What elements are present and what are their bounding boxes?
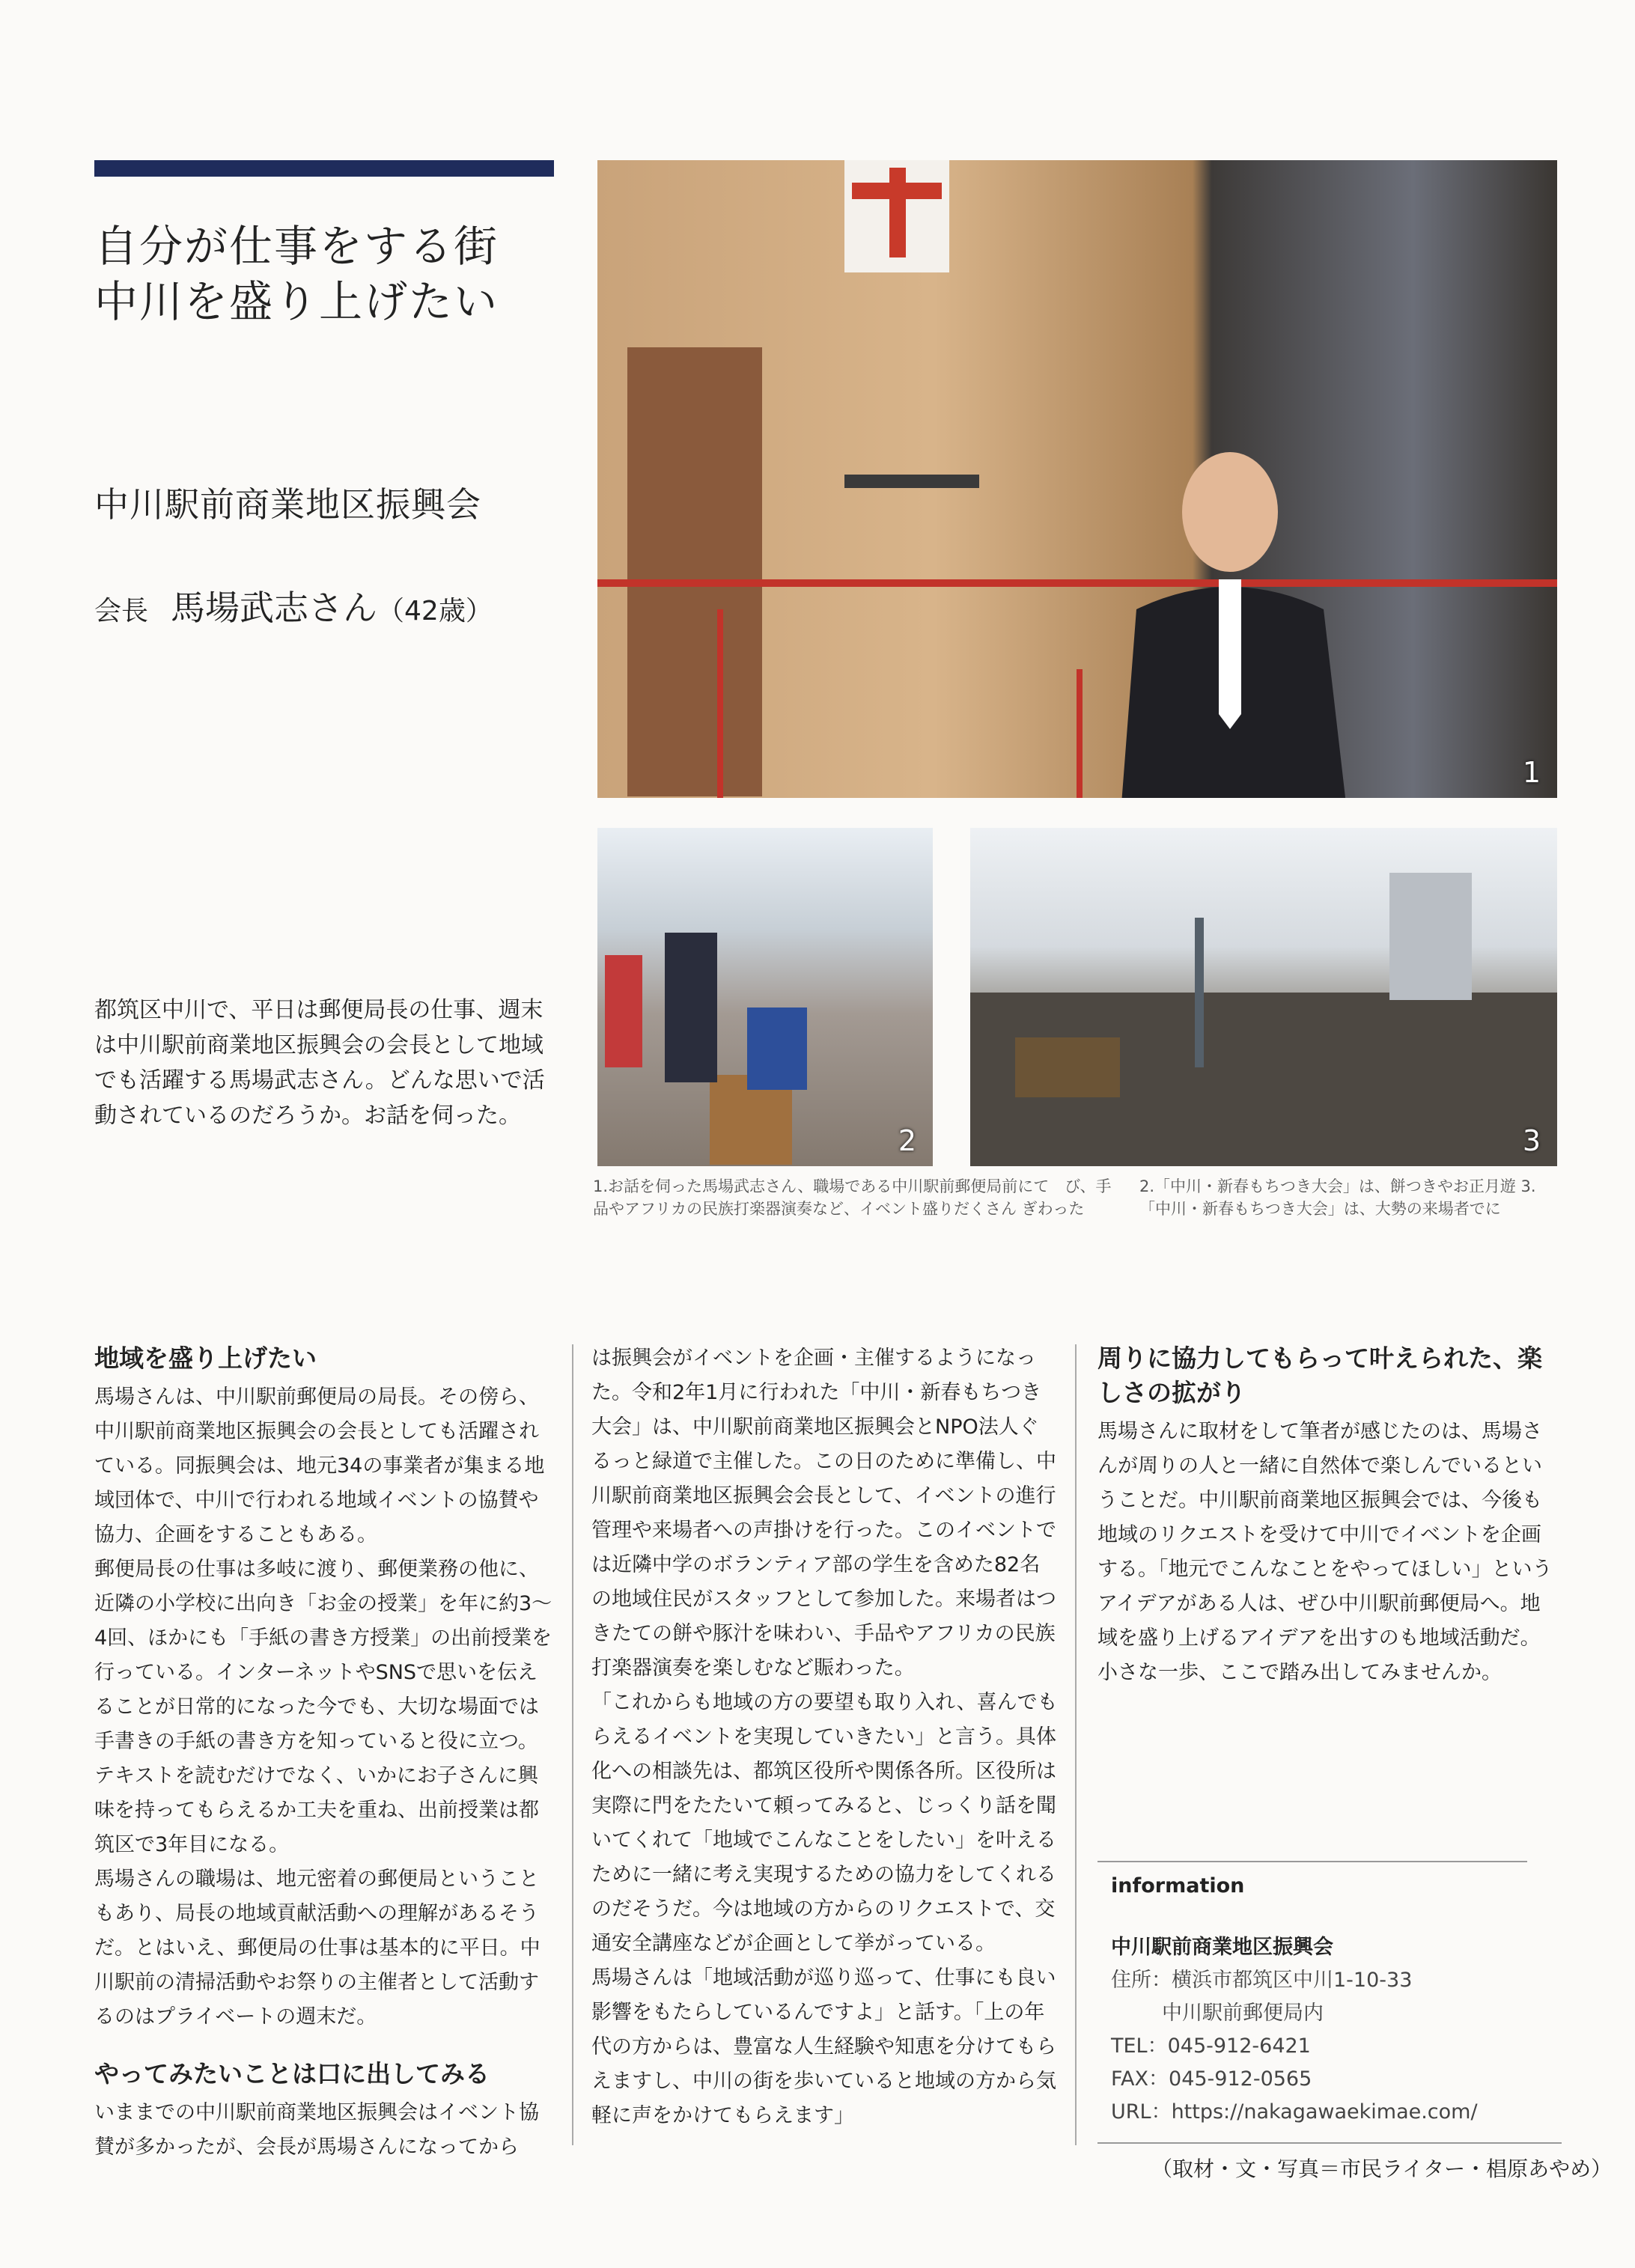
article-column-2 [591, 1341, 1059, 2133]
lead-paragraph: 都筑区中川で、平日は郵便局長の仕事、週末は中川駅前商業地区振興会の会長として地域でも活躍する馬場武志さん。どんな思いで活動されているのだろうか。お話を伺った。 [94, 997, 545, 1129]
building [1389, 873, 1472, 1000]
column-divider [1075, 1344, 1077, 2145]
information-box [1111, 1870, 1530, 2129]
info-label: information [1111, 1874, 1245, 1897]
article-credit: （取材・文・写真＝市民ライター・椙原あやめ） [1151, 2156, 1613, 2181]
role-label: 会長 [94, 596, 149, 627]
section-heading: やってみたいことは口に出してみる [94, 2059, 490, 2088]
section-heading: 地域を盛り上げたい [94, 1344, 317, 1373]
body-paragraph: 郵便局長の仕事は多岐に渡り、郵便業務の他に、近隣の小学校に出向き「お金の授業」を年に約3～4回、ほかにも「手紙の書き方授業」の出前授業を行っている。インターネットやSNSで思いを伝えることが日常的になった今でも、大切な場面では手書きの手紙の書き方を知っていると役に立つ。テキストを読むだけでなく、いかにお子さんに興味を持ってもらえるか工夫を重ね、出前授業は都筑区で3年目になる。 [94, 1558, 552, 1856]
photo-caption-left: 1.お話を伺った馬場武志さん、職場である中川駅前郵便局前にて び、手品やアフリカの民族打楽器演奏など、イベント盛りだくさん ぎわった [593, 1177, 1112, 1218]
photo-crowd-illustration [970, 828, 1557, 1166]
entrance [627, 347, 762, 796]
person-helper [747, 1008, 807, 1090]
person-onlooker [605, 955, 642, 1067]
photo-caption-right: 2.「中川・新春もちつき大会」は、餅つきやお正月遊 3.「中川・新春もちつき大会」は、大勢の来場者でに [1139, 1177, 1536, 1218]
body-paragraph: 馬場さんの職場は、地元密着の郵便局ということもあり、局長の地域貢献活動への理解があるそうだ。とはいえ、郵便局の仕事は基本的に平日。中川駅前の清掃活動やお祭りの主催者として活動するのはプライベートの週末だ。 [94, 1868, 541, 2028]
body-paragraph: 馬場さんは、中川駅前郵便局の局長。その傍ら、中川駅前商業地区振興会の会長としても活躍されている。同振興会は、地元34の事業者が集まる地域団体で、中川で行われる地域イベントの協賛や協力、企画をすることもある。 [94, 1386, 545, 1546]
photo-number-3: 3 [1522, 1124, 1541, 1157]
body-paragraph: 馬場さんは「地域活動が巡り巡って、仕事にも良い影響をもたらしているんですよ」と話す。「上の年代の方からは、豊富な人生経験や知恵を分けてもらえますし、中川の街を歩いていると地域の方から気軽に声をかけてもらえます」 [591, 1966, 1056, 2127]
person-face [1182, 452, 1278, 572]
drums [1015, 1037, 1120, 1097]
column-divider [572, 1344, 573, 2145]
article-column-1 [94, 1341, 552, 2165]
info-divider-bottom [1097, 2142, 1562, 2144]
person-name: 馬場武志さん [171, 588, 378, 628]
photo-number-1: 1 [1522, 756, 1541, 789]
title-line-1: 自分が仕事をする街 [94, 221, 499, 272]
header-accent-bar [94, 160, 554, 177]
railing-post [717, 609, 723, 798]
photo-mochitsuki [597, 828, 933, 1166]
post-mark [889, 168, 906, 257]
page-title [94, 219, 573, 329]
photo-post-office [597, 160, 1557, 798]
post-mark-bar [852, 183, 942, 199]
person-line [94, 581, 493, 630]
photo-post-office-illustration [597, 160, 1557, 798]
info-divider-top [1097, 1861, 1527, 1862]
info-address-line-2: 中川駅前郵便局内 [1162, 2002, 1324, 2025]
red-railing [597, 579, 1557, 587]
photo-number-2: 2 [898, 1124, 916, 1157]
railing-post [1077, 669, 1083, 798]
pole [1195, 918, 1204, 1067]
body-paragraph: は振興会がイベントを企画・主催するようになった。令和2年1月に行われた「中川・新春もちつき大会」は、中川駅前商業地区振興会とNPO法人ぐるっと緑道で主催した。この日のために準備し、中川駅前商業地区振興会会長として、イベントの進行管理や来場者への声掛けを行った。このイベントでは近隣中学のボランティア部の学生を含めた82名の地域住民がスタッフとして参加した。来場者はつきたての餅や豚汁を味わい、手品やアフリカの民族打楽器演奏を楽しむなど賑わった。 [591, 1347, 1056, 1680]
info-tel: TEL：045-912-6421 [1111, 2034, 1311, 2058]
info-fax: FAX：045-912-0565 [1111, 2067, 1312, 2091]
title-line-2: 中川を盛り上げたい [94, 276, 499, 327]
photo-mochitsuki-illustration [597, 828, 933, 1166]
person-age: （42歳） [377, 596, 493, 627]
organization-name: 中川駅前商業地区振興会 [94, 484, 481, 525]
body-paragraph: 馬場さんに取材をして筆者が感じたのは、馬場さんが周りの人と一緒に自然体で楽しんでいるということだ。中川駅前商業地区振興会では、今後も地域のリクエストを受けて中川でイベントを企画する。「地元でこんなことをやってほしい」というアイデアがある人は、ぜひ中川駅前郵便局へ。地域を盛り上げるアイデアを出すのも地域活動だ。小さな一歩、ここで踏み出してみませんか。 [1097, 1420, 1553, 1684]
sign-text-placeholder [844, 475, 979, 488]
section-heading: 周りに協力してもらって叶えられた、楽しさの拡がり [1097, 1344, 1542, 1407]
person-pounding [665, 933, 717, 1082]
info-organization: 中川駅前商業地区振興会 [1111, 1936, 1333, 1959]
photo-crowd [970, 828, 1557, 1166]
body-paragraph: いままでの中川駅前商業地区振興会はイベント協賛が多かったが、会長が馬場さんになってから [94, 2101, 539, 2159]
info-url[interactable]: URL：https://nakagawaekimae.com/ [1111, 2100, 1478, 2124]
info-address: 住所：横浜市都筑区中川1-10-33 [1111, 1969, 1413, 1992]
body-paragraph: 「これからも地域の方の要望も取り入れ、喜んでもらえるイベントを実現していきたい」と言う。具体化への相談先は、都筑区役所や関係各所。区役所は実際に門をたたいて頼ってみると、じっくり話を聞いてくれて「地域でこんなことをしたい」を叶えるために一緒に考え実現するための協力をしてくれるのだそうだ。今は地域の方からのリクエストで、交通安全講座などが企画として挙がっている。 [591, 1691, 1058, 1955]
article-column-3 [1097, 1341, 1557, 1690]
person-shirt [1219, 579, 1241, 729]
